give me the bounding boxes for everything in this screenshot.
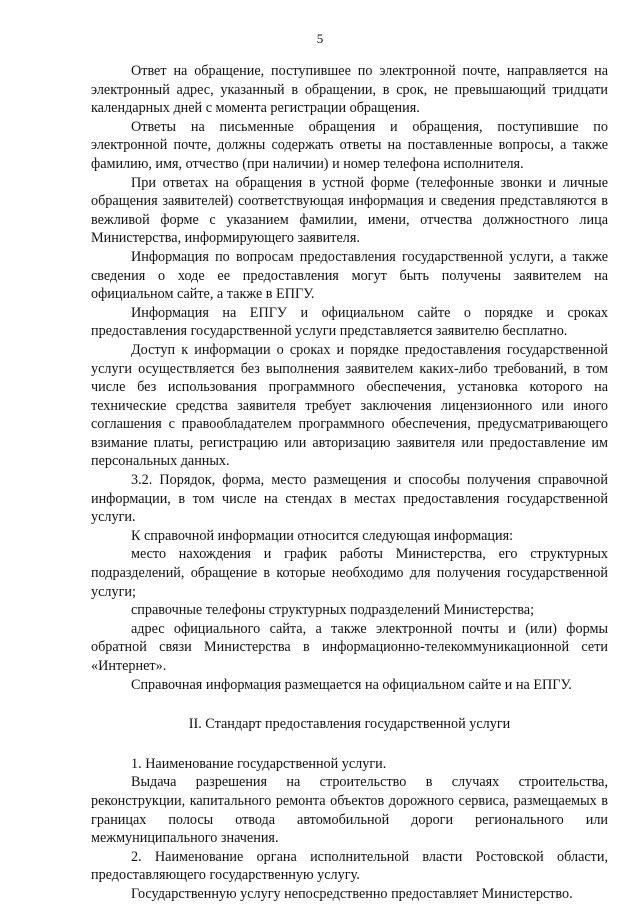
paragraph: справочные телефоны структурных подразделений Министерства; (131, 602, 535, 619)
paragraph: 2. Наименование органа исполнительной власти Ростовской области, предоставляющего государственную услугу. (91, 848, 608, 884)
paragraph: Информация на ЕПГУ и официальном сайте о порядке и сроках предоставления государственной услуги представляется заявителю бесплатно. (91, 304, 608, 340)
section-heading: II. Стандарт предоставления государственной услуги (188, 716, 511, 733)
paragraph: Справочная информация размещается на официальном сайте и на ЕПГУ. (131, 676, 572, 693)
paragraph: Выдача разрешения на строительство в случаях строительства, реконструкции, капитального ремонта объектов дорожного сервиса, размещаемых в границах полосы отвода автомобильной дороги регионального или межмуниципального значения. (91, 774, 608, 847)
paragraph: адрес официального сайта, а также электронной почты и (или) формы обратной связи Министерства в информационно-телекоммуникационной сети «Интернет». (91, 620, 608, 674)
paragraph: К справочной информации относится следующая информация: (131, 527, 514, 544)
paragraph: При ответах на обращения в устной форме (телефонные звонки и личные обращения заявителей) соответствующая информация и сведения представляются в вежливой форме с указанием фамилии, имени, отчества должностного лица Министерства, информирующего заявителя. (91, 174, 608, 247)
paragraph: место нахождения и график работы Министерства, его структурных подразделений, обращение в которые необходимо для получения государственной услуги; (91, 546, 608, 600)
paragraph: Ответы на письменные обращения и обращения, поступившие по электронной почте, должны содержать ответы на поставленные вопросы, а также фамилию, имя, отчество (при наличии) и номер телефона исполнителя. (91, 118, 608, 172)
page-number: 5 (316, 31, 324, 46)
document-body (91, 62, 608, 904)
paragraph: Доступ к информации о сроках и порядке предоставления государственной услуги осуществляется без выполнения заявителем каких-либо требований, в том числе без использования программного обеспечения, установка которого на технические средства заявителя требует заключения лицензионного или иного соглашения с правообладателем программного обеспечения, предусматривающего взимание платы, регистрацию или авторизацию заявителя или предоставление им персональных данных. (91, 341, 608, 470)
paragraph: Ответ на обращение, поступившее по электронной почте, направляется на электронный адрес, указанный в обращении, в срок, не превышающий тридцати календарных дней с момента регистрации обращения. (91, 63, 608, 117)
paragraph: 1. Наименование государственной услуги. (131, 755, 387, 772)
paragraph: Информация по вопросам предоставления государственной услуги, а также сведения о ходе ее предоставления могут быть получены заявителем на официальном сайте, а также в ЕПГУ. (91, 248, 608, 303)
paragraph: Государственную услугу непосредственно предоставляет Министерство. (131, 885, 573, 902)
paragraph: 3.2. Порядок, форма, место размещения и способы получения справочной информации, в том числе на стендах в местах предоставления государственной услуги. (91, 472, 608, 526)
